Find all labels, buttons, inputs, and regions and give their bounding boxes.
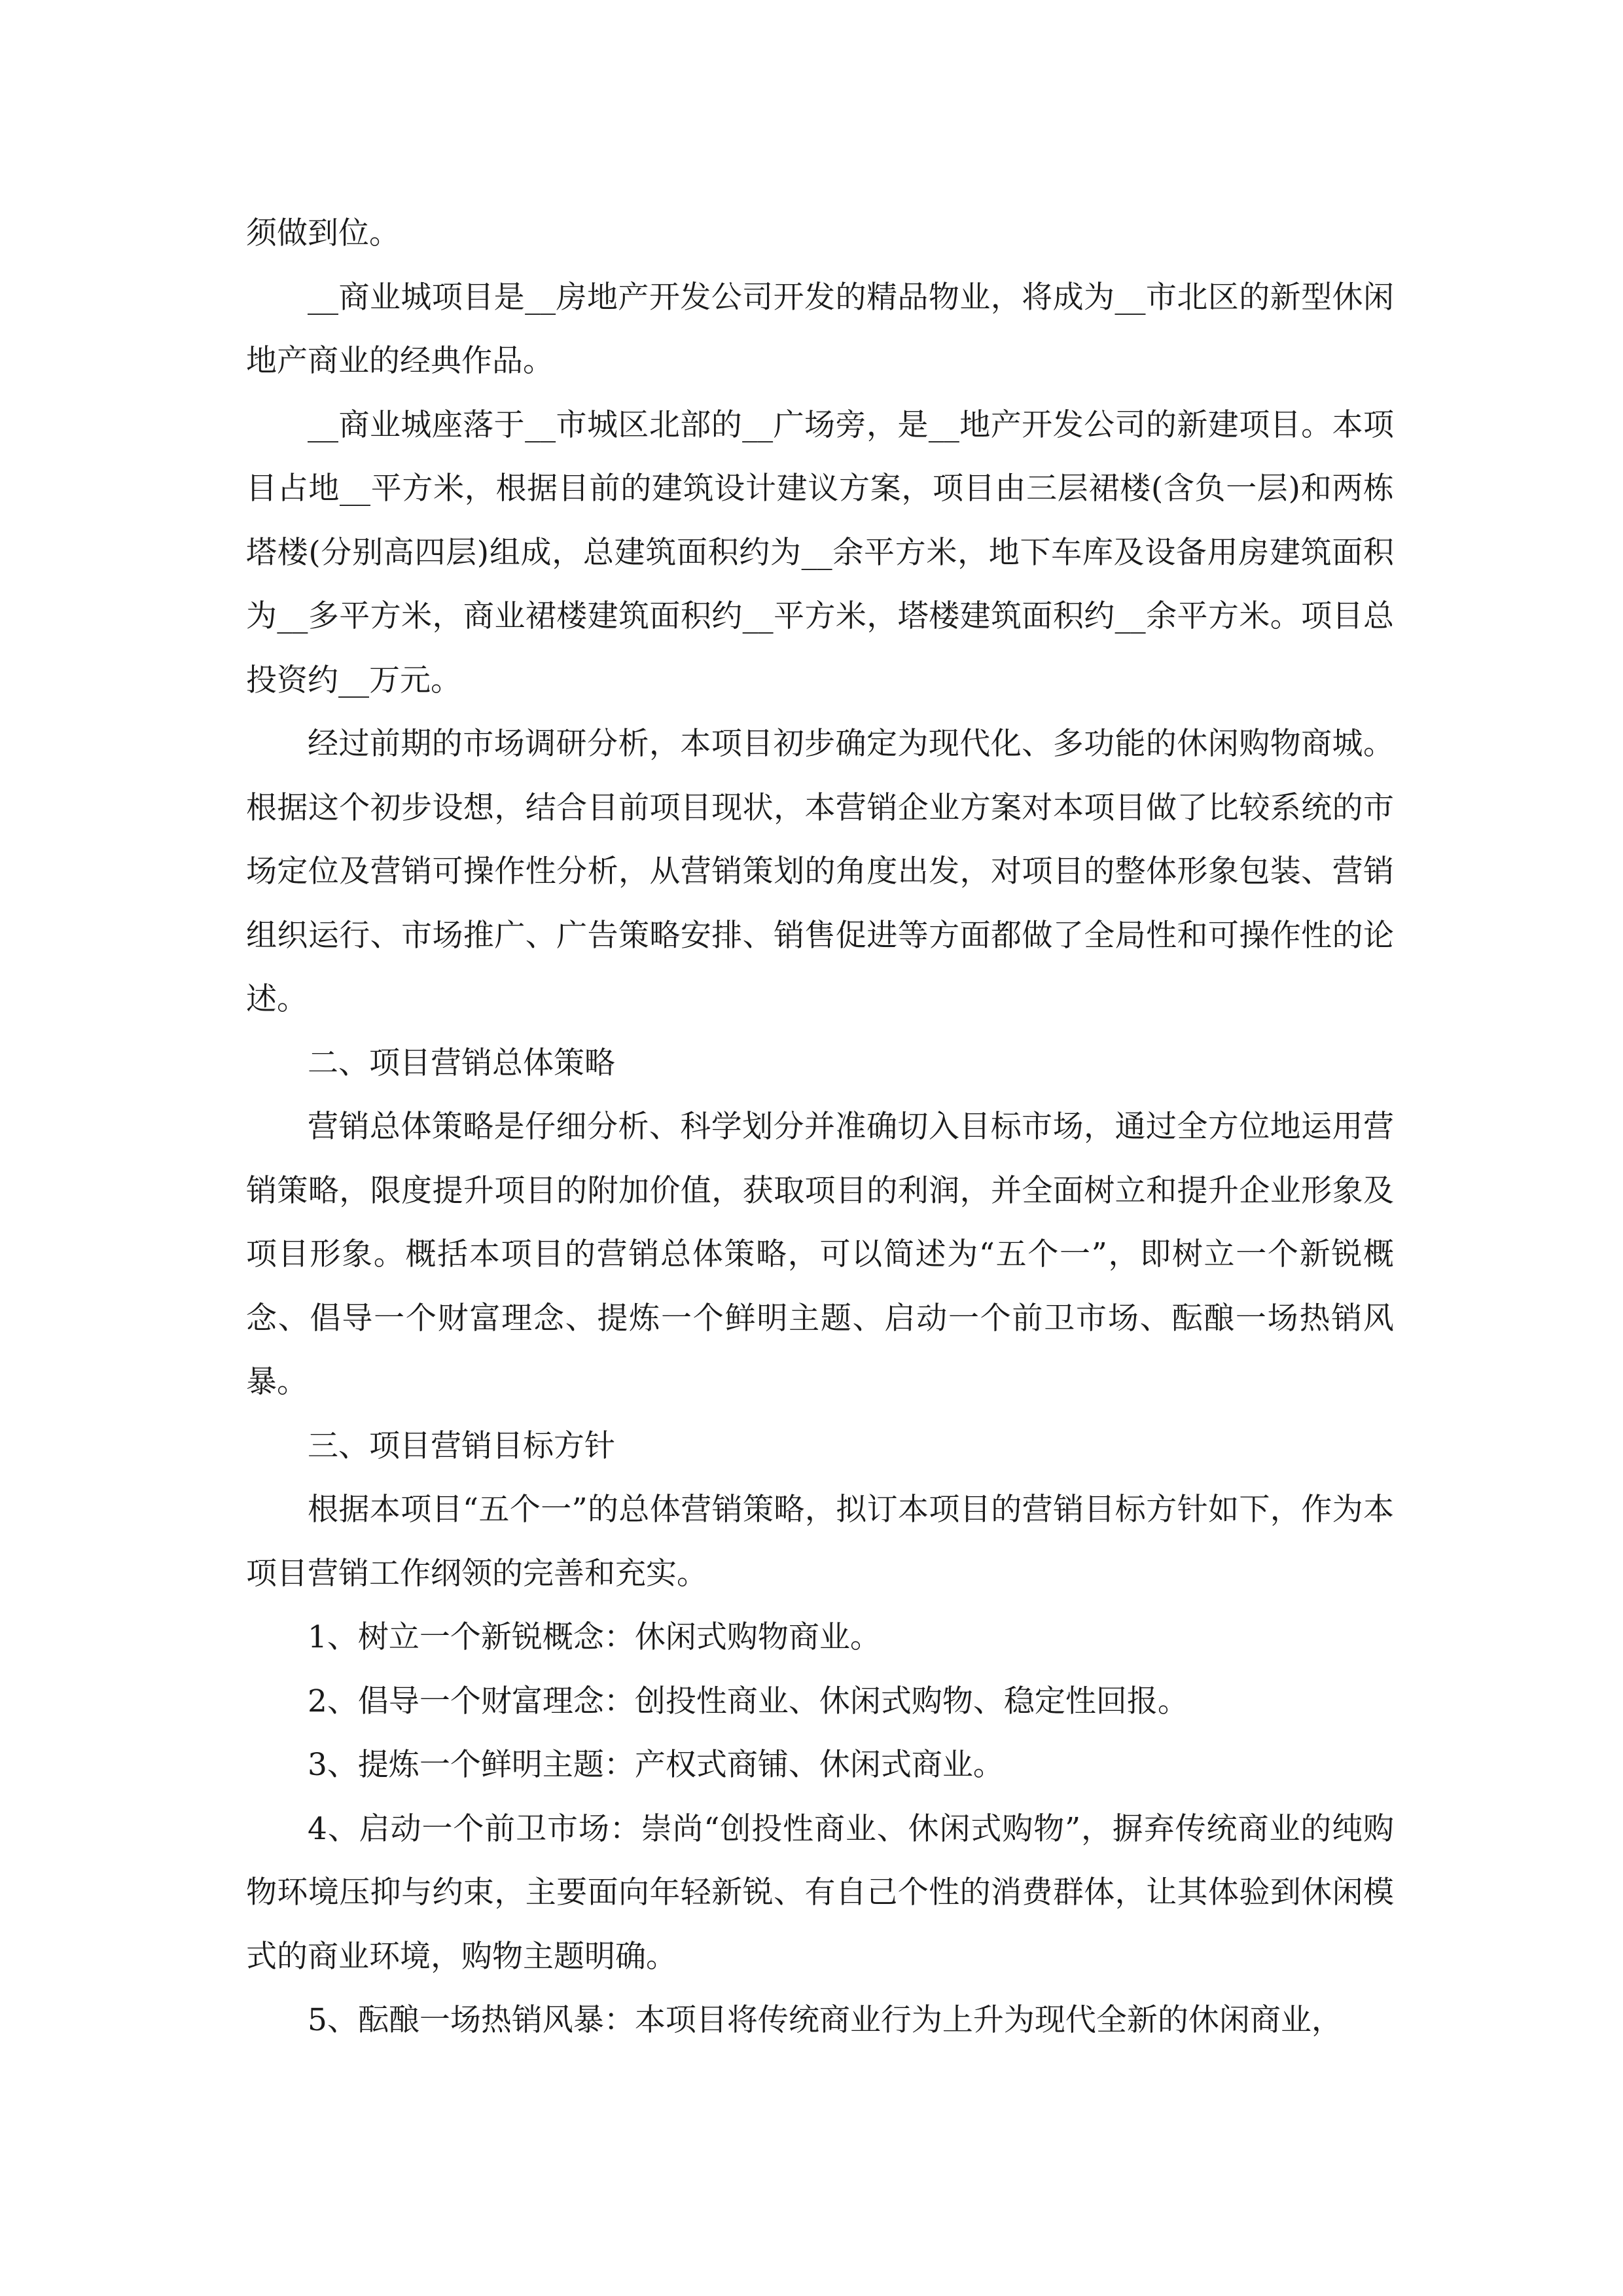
list-item-2: 2、倡导一个财富理念：创投性商业、休闲式购物、稳定性回报。 <box>308 1683 1188 1719</box>
document-body <box>246 202 1394 2053</box>
paragraph-continuation: 须做到位。 <box>246 215 400 251</box>
list-item-3: 3、提炼一个鲜明主题：产权式商铺、休闲式商业。 <box>308 1747 1004 1783</box>
list-item-5: 5、酝酿一场热销风暴：本项目将传统商业行为上升为现代全新的休闲商业， <box>308 2002 1342 2038</box>
section-heading-overall-strategy: 二、项目营销总体策略 <box>308 1045 615 1081</box>
list-item-4: 4、启动一个前卫市场：崇尚“创投性商业、休闲式购物”，摒弃传统商业的纯购物环境压抑与约束，主要面向年轻新锐、有自己个性的消费群体，让其体验到休闲模式的商业环境，购物主题明确。 <box>246 1810 1394 1975</box>
paragraph-overall-strategy: 营销总体策略是仔细分析、科学划分并准确切入目标市场，通过全方位地运用营销策略，限度提升项目的附加价值，获取项目的利润，并全面树立和提升企业形象及项目形象。概括本项目的营销总体策略，可以简述为“五个一”，即树立一个新锐概念、倡导一个财富理念、提炼一个鲜明主题、启动一个前卫市场、酝酿一场热销风暴。 <box>246 1109 1394 1400</box>
paragraph-target-policy: 根据本项目“五个一”的总体营销策略，拟订本项目的营销目标方针如下，作为本项目营销工作纲领的完善和充实。 <box>246 1492 1394 1592</box>
paragraph-project-intro: __商业城项目是__房地产开发公司开发的精品物业，将成为__市北区的新型休闲地产商业的经典作品。 <box>246 279 1394 379</box>
section-heading-target-policy: 三、项目营销目标方针 <box>308 1427 615 1464</box>
list-item-1: 1、树立一个新锐概念：休闲式购物商业。 <box>308 1619 881 1655</box>
paragraph-market-analysis: 经过前期的市场调研分析，本项目初步确定为现代化、多功能的休闲购物商城。根据这个初步设想，结合目前项目现状，本营销企业方案对本项目做了比较系统的市场定位及营销可操作性分析，从营销策划的角度出发，对项目的整体形象包装、营销组织运行、市场推广、广告策略安排、销售促进等方面都做了全局性和可操作性的论述。 <box>246 726 1394 1017</box>
paragraph-project-location: __商业城座落于__市城区北部的__广场旁，是__地产开发公司的新建项目。本项目占地__平方米，根据目前的建筑设计建议方案，项目由三层裙楼(含负一层)和两栋塔楼(分别高四层)组成，总建筑面积约为__余平方米，地下车库及设备用房建筑面积为__多平方米，商业裙楼建筑面积约__平方米，塔楼建筑面积约__余平方米。项目总投资约__万元。 <box>246 406 1394 698</box>
